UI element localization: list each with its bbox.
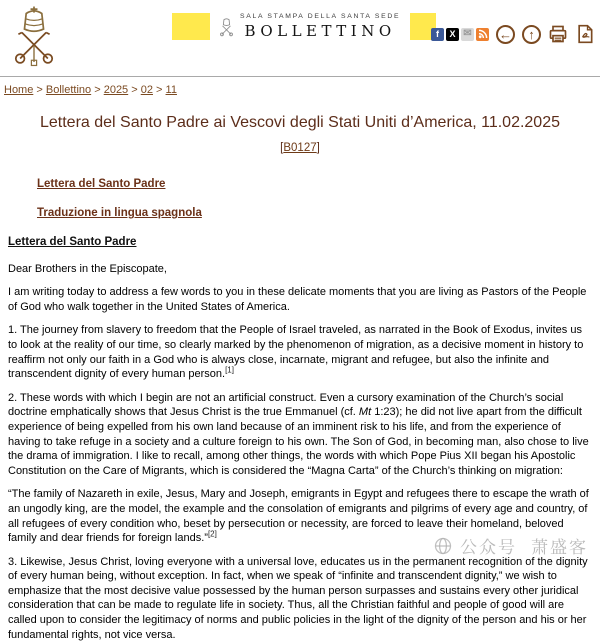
document-link-row <box>37 174 600 192</box>
article-body <box>8 235 592 642</box>
breadcrumb-separator: > <box>91 84 104 96</box>
facebook-share-icon[interactable]: f <box>431 28 444 41</box>
masthead-title: BOLLETTINO <box>244 22 396 40</box>
watermark-prefix: 公众号 <box>460 538 517 557</box>
pdf-download-button[interactable] <box>575 24 595 44</box>
breadcrumb-link-home[interactable]: Home <box>4 84 34 96</box>
article-paragraph: “The family of Nazareth in exile, Jesus, Mary and Joseph, emigrants in Egypt and refugees there to escape the wrath of an ungodly king, are the model, the example and the consolation of emigrants and pilgrims of every age and country, of all refugees of every condition who, beset by persecution or necessity, are forced to leave their homeland, beloved family and dear friends for foreign lands.”[2] <box>8 488 589 545</box>
watermark-name: 萧盛客 <box>531 538 588 557</box>
breadcrumb-separator: > <box>128 84 141 96</box>
document-links <box>37 174 600 221</box>
bulletin-reference <box>0 142 600 154</box>
breadcrumb-link-2025[interactable]: 2025 <box>103 84 129 96</box>
article-heading: Lettera del Santo Padre <box>8 236 137 248</box>
bulletin-ref-open-bracket: [ <box>280 142 284 154</box>
breadcrumb-link-02[interactable]: 02 <box>140 84 153 96</box>
masthead-header <box>0 0 600 77</box>
email-share-icon[interactable]: ✉ <box>461 28 474 41</box>
bulletin-ref-close-bracket: ] <box>316 142 320 154</box>
masthead-text <box>240 13 400 40</box>
article-paragraph: Dear Brothers in the Episcopate, <box>8 262 167 275</box>
header-icons-bar <box>429 24 595 44</box>
small-coat-of-arms-icon <box>218 15 235 39</box>
breadcrumb-link-bollettino[interactable]: Bollettino <box>45 84 92 96</box>
article-paragraph: 1. The journey from slavery to freedom that the People of Israel traveled, as narrated in the Book of Exodus, invites us to look at the reality of our time, so clearly marked by the phenomenon of migration, as a decisive moment in history to reaffirm not only our faith in a God who is always close, incarnate, migrant and refugee, but also the infinite and transcendent dignity of every human person.[1] <box>8 324 584 381</box>
link-traduzione-spagnola[interactable]: Traduzione in lingua spagnola <box>37 207 202 219</box>
bollettino-masthead <box>172 13 436 40</box>
article-paragraph: 2. These words with which I begin are not an artificial construct. Even a cursory examination of the Church’s social doctrine emphatically shows that Jesus Christ is the true Emmanuel (cf. Mt 1:23); he did not live apart from the difficult experience of being expelled from his own land because of an imminent risk to his life, and from the experience of having to take refuge in a society and a culture foreign to his own. The Son of God, in becoming man, also chose to live the drama of immigration. I like to recall, among other things, the words with which Pope Pius XII began his Apostolic Constitution on the Care of Migrants, which is considered the “Magna Carta” of the Church’s thinking on migration: <box>8 391 589 477</box>
breadcrumb <box>0 77 600 100</box>
article-paragraph: 3. Likewise, Jesus Christ, loving everyone with a universal love, educates us in the permanent recognition of the dignity of every human being, without exception. In fact, when we speak of “infinite and transcendent dignity,” we wish to emphasize that the most decisive value possessed by the human person surpasses and sustains every other juridical consideration that can be made to regulate life in society. Thus, all the Christian faithful and people of good will are called upon to consider the legitimacy of norms and public policies in the light of the dignity of the person and his or her fundamental rights, not vice versa. <box>8 555 588 641</box>
yellow-accent-left <box>172 13 210 40</box>
document-link-row <box>37 203 600 221</box>
vatican-coat-of-arms <box>8 4 60 68</box>
masthead-subtitle: SALA STAMPA DELLA SANTA SEDE <box>240 13 401 20</box>
article-paragraph: I am writing today to address a few words to you in these delicate moments that you are living as Pastors of the People of God who walk together in the United States of America. <box>8 286 587 313</box>
rss-icon[interactable] <box>476 28 489 41</box>
article-paragraphs <box>8 262 592 642</box>
page-title: Lettera del Santo Padre ai Vescovi degli Stati Uniti d’America, 11.02.2025 <box>39 114 560 131</box>
breadcrumb-link-11[interactable]: 11 <box>165 84 177 96</box>
breadcrumb-separator: > <box>152 84 166 96</box>
scroll-top-button[interactable]: ↑ <box>522 25 541 44</box>
x-share-icon[interactable]: X <box>446 28 459 41</box>
link-lettera-del-santo-padre[interactable]: Lettera del Santo Padre <box>37 178 166 190</box>
footnote-link[interactable]: [1] <box>225 365 234 375</box>
bulletin-ref-link[interactable]: B0127 <box>283 142 317 154</box>
footnote-link[interactable]: [2] <box>207 529 217 539</box>
print-button[interactable] <box>548 24 568 44</box>
breadcrumb-separator: > <box>33 84 46 96</box>
back-button[interactable]: ← <box>496 25 515 44</box>
